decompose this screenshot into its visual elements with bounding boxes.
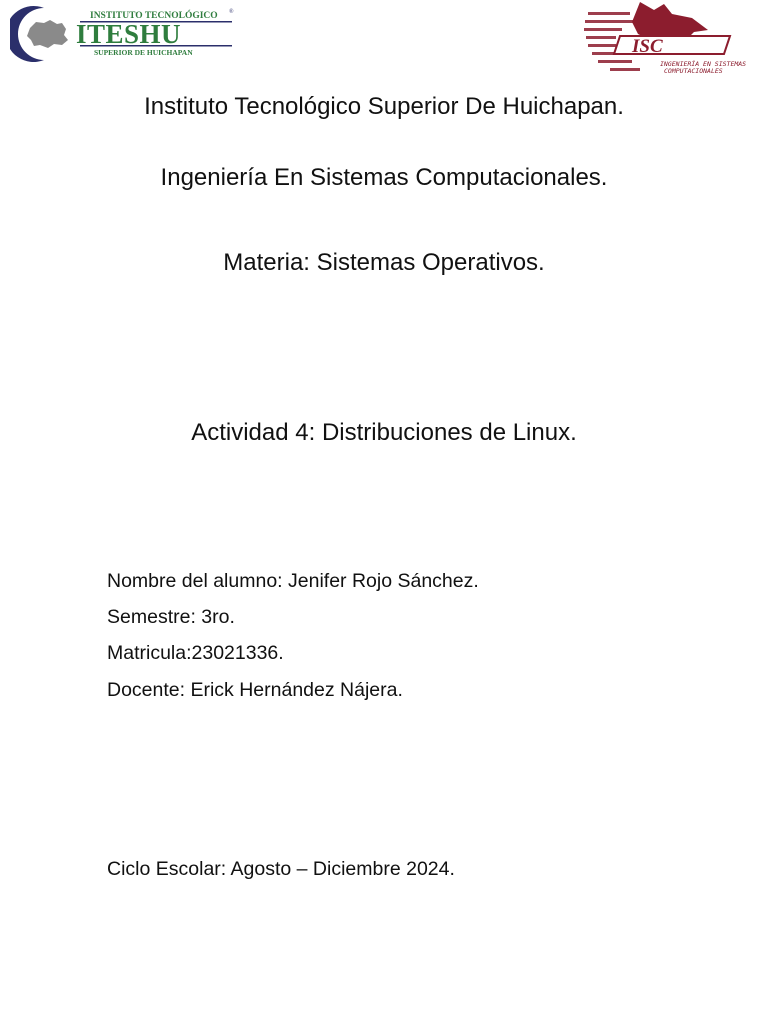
isc-sub-2: COMPUTACIONALES xyxy=(664,67,723,75)
matricula: Matricula:23021336. xyxy=(107,642,284,664)
career-name: Ingeniería En Sistemas Computacionales. xyxy=(160,164,608,191)
iteshu-logo xyxy=(10,4,236,64)
semester: Semestre: 3ro. xyxy=(107,606,235,628)
logo-text-top: INSTITUTO TECNOLÓGICO xyxy=(90,11,218,21)
logo-text-main: ITESHU xyxy=(76,19,182,49)
isc-sub-1: INGENIERÍA EN SISTEMAS xyxy=(660,60,747,68)
subject-name: Materia: Sistemas Operativos. xyxy=(223,249,545,276)
isc-text: ISC xyxy=(632,36,663,57)
school-cycle: Ciclo Escolar: Agosto – Diciembre 2024. xyxy=(107,858,455,880)
isc-logo xyxy=(580,0,768,80)
institute-name: Instituto Tecnológico Superior De Huichapan. xyxy=(144,93,624,120)
student-name: Nombre del alumno: Jenifer Rojo Sánchez. xyxy=(107,570,479,592)
logo-text-bottom: SUPERIOR DE HUICHAPAN xyxy=(94,48,193,57)
svg-text:®: ® xyxy=(229,9,234,15)
teacher-name: Docente: Erick Hernández Nájera. xyxy=(107,679,403,701)
activity-title: Actividad 4: Distribuciones de Linux. xyxy=(191,419,577,446)
